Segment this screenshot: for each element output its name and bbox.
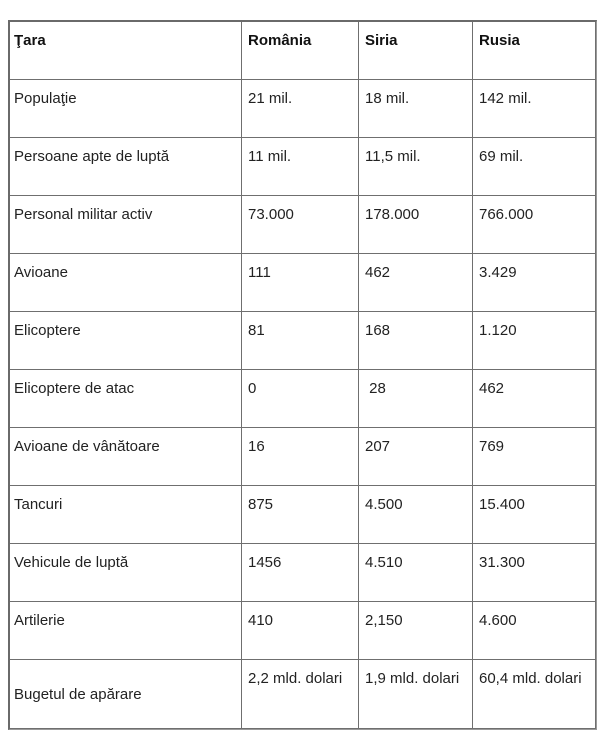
- cell-siria: 4.510: [359, 544, 473, 602]
- cell-rusia: 60,4 mld. dolari: [473, 660, 596, 729]
- cell-siria: 2,150: [359, 602, 473, 660]
- cell-romania: 81: [242, 312, 359, 370]
- table-row: [10, 486, 596, 544]
- cell-siria: 11,5 mil.: [359, 138, 473, 196]
- table-row: [10, 138, 596, 196]
- cell-rusia: 766.000: [473, 196, 596, 254]
- row-label: Avioane de vânătoare: [10, 428, 242, 486]
- table-row: [10, 428, 596, 486]
- cell-rusia: 15.400: [473, 486, 596, 544]
- cell-romania: 1456: [242, 544, 359, 602]
- cell-romania: 73.000: [242, 196, 359, 254]
- column-header-romania: România: [242, 22, 359, 80]
- cell-romania: 11 mil.: [242, 138, 359, 196]
- cell-rusia: 462: [473, 370, 596, 428]
- cell-romania: 21 mil.: [242, 80, 359, 138]
- cell-rusia: 4.600: [473, 602, 596, 660]
- table-header-row: [10, 22, 596, 80]
- row-label: Persoane apte de luptă: [10, 138, 242, 196]
- cell-rusia: 69 mil.: [473, 138, 596, 196]
- cell-romania: 0: [242, 370, 359, 428]
- cell-rusia: 3.429: [473, 254, 596, 312]
- table-row: [10, 370, 596, 428]
- cell-siria: 178.000: [359, 196, 473, 254]
- row-label: Elicoptere: [10, 312, 242, 370]
- table-row: [10, 254, 596, 312]
- comparison-table: [8, 20, 597, 730]
- cell-romania: 410: [242, 602, 359, 660]
- cell-rusia: 1.120: [473, 312, 596, 370]
- cell-romania: 2,2 mld. dolari: [242, 660, 359, 729]
- row-label: Tancuri: [10, 486, 242, 544]
- table-row: [10, 544, 596, 602]
- row-label: Populaţie: [10, 80, 242, 138]
- cell-rusia: 769: [473, 428, 596, 486]
- cell-siria: 207: [359, 428, 473, 486]
- table-row: [10, 602, 596, 660]
- cell-siria: 168: [359, 312, 473, 370]
- table-row: [10, 80, 596, 138]
- cell-siria: 18 mil.: [359, 80, 473, 138]
- column-header-siria: Siria: [359, 22, 473, 80]
- cell-romania: 111: [242, 254, 359, 312]
- row-label: Artilerie: [10, 602, 242, 660]
- table-row: [10, 312, 596, 370]
- cell-romania: 16: [242, 428, 359, 486]
- cell-siria: 28: [359, 370, 473, 428]
- cell-siria: 1,9 mld. dolari: [359, 660, 473, 729]
- cell-siria: 4.500: [359, 486, 473, 544]
- table-row: [10, 196, 596, 254]
- cell-rusia: 142 mil.: [473, 80, 596, 138]
- column-header-rusia: Rusia: [473, 22, 596, 80]
- row-label: Elicoptere de atac: [10, 370, 242, 428]
- row-label: Bugetul de apărare: [10, 660, 242, 729]
- column-header-country: Ţara: [10, 22, 242, 80]
- cell-rusia: 31.300: [473, 544, 596, 602]
- table-row: [10, 660, 596, 729]
- row-label: Vehicule de luptă: [10, 544, 242, 602]
- cell-siria: 462: [359, 254, 473, 312]
- row-label: Avioane: [10, 254, 242, 312]
- cell-romania: 875: [242, 486, 359, 544]
- row-label: Personal militar activ: [10, 196, 242, 254]
